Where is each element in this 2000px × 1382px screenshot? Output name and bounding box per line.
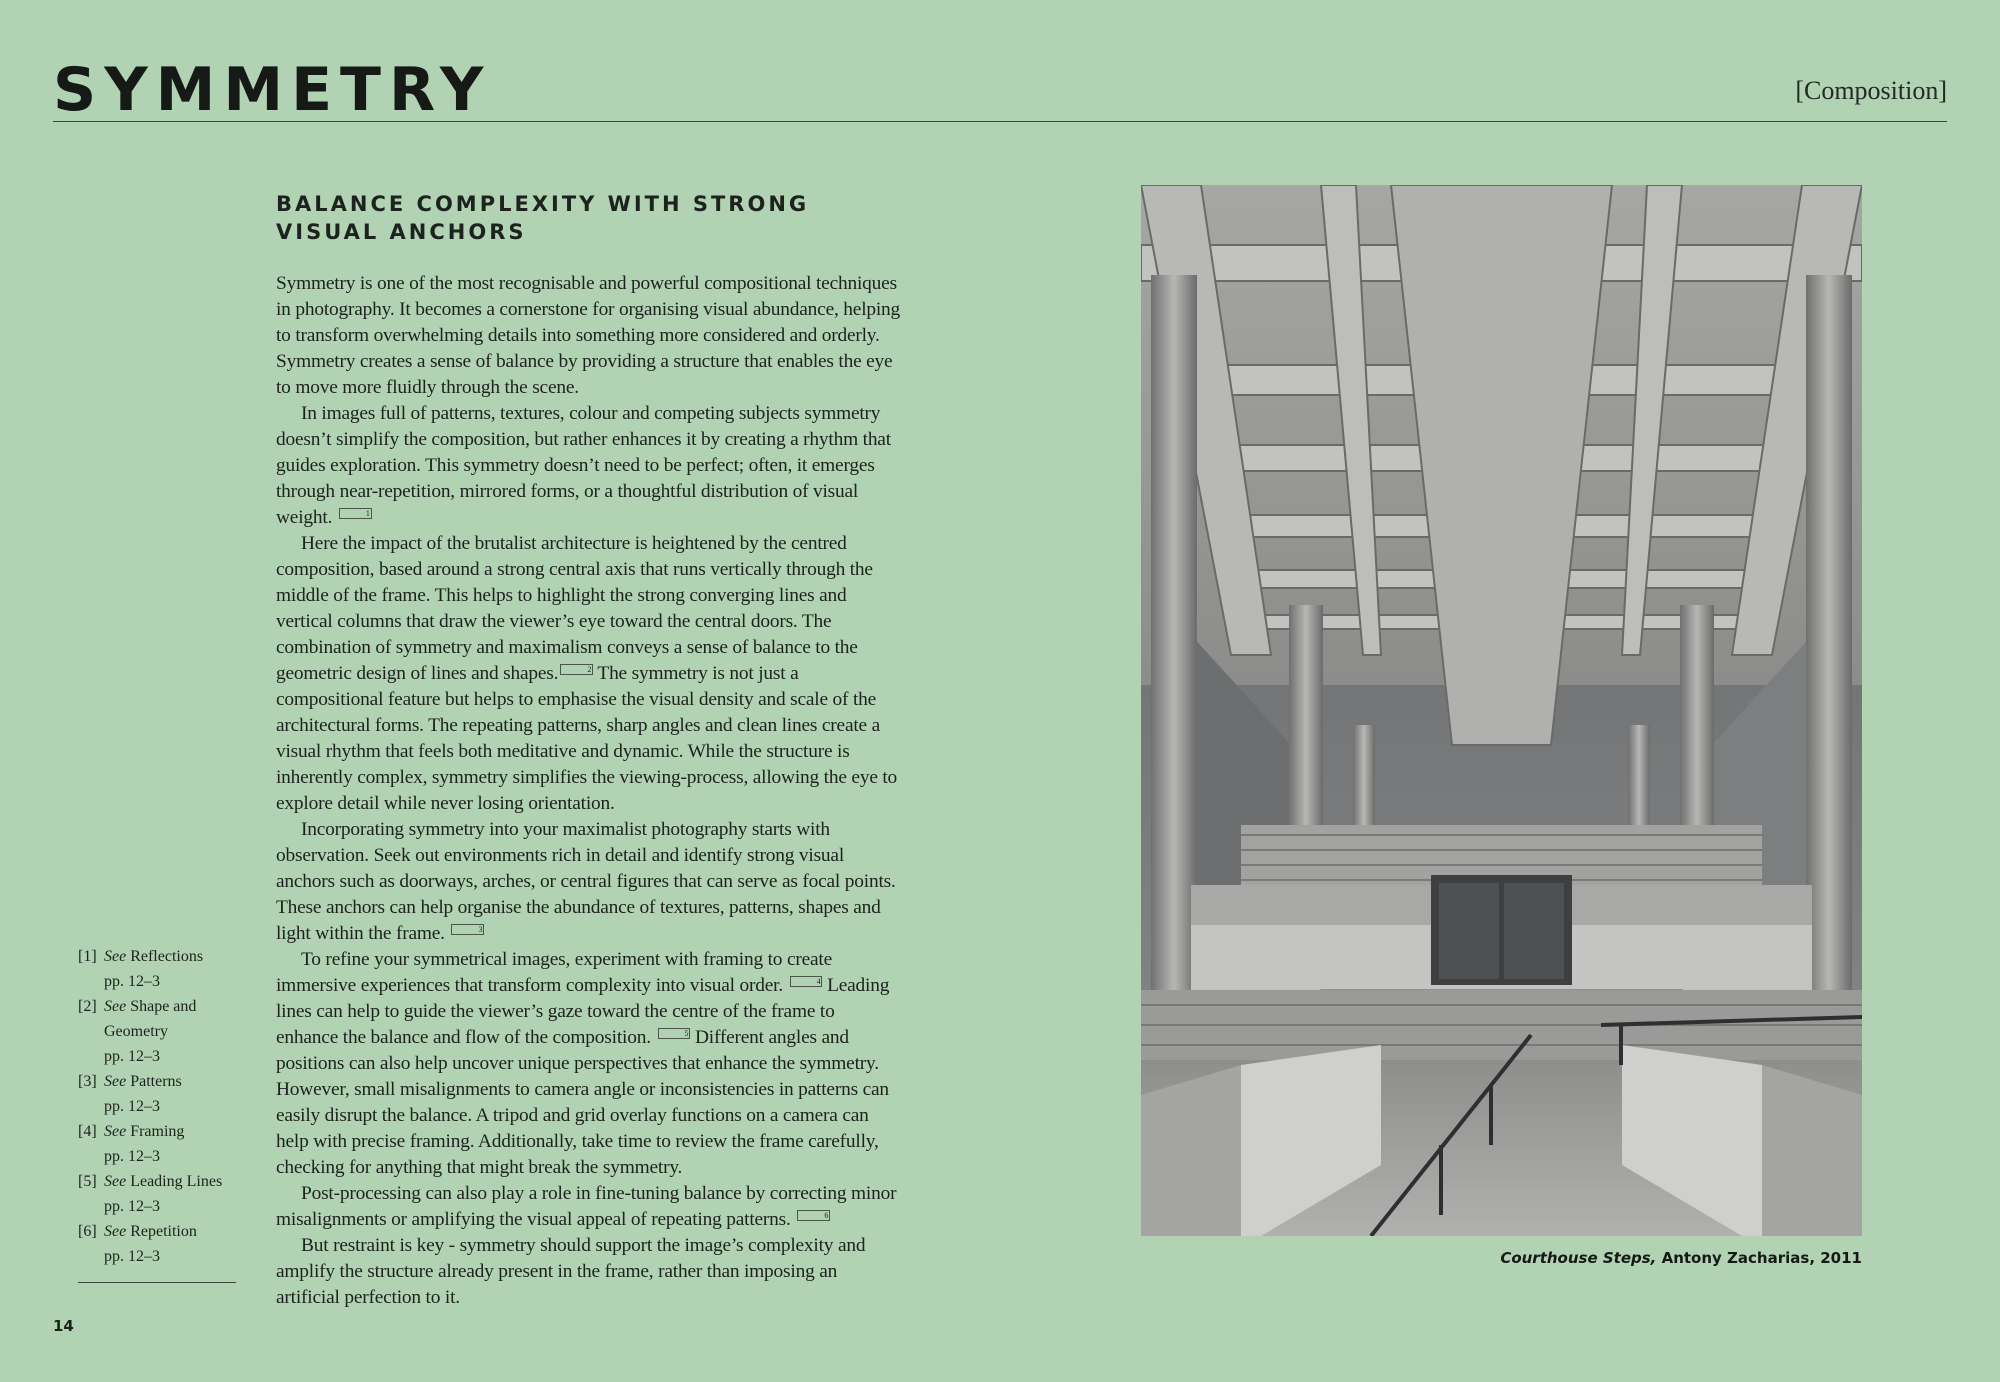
page-number: 14 [53,1317,74,1335]
footnote-6: [6] See Repetition pp. 12–3 [78,1223,197,1265]
article-heading-line-1: BALANCE COMPLEXITY WITH STRONG [276,192,810,216]
paragraph-7: But restraint is key - symmetry should support the image’s complexity and amplify the structure already present in the frame, rather than imposing an artificial perfection to it. [276,1235,866,1308]
footnote-ref-1[interactable]: 1 [339,508,372,519]
footnotes [78,944,238,1269]
paragraph-6: Post-processing can also play a role in fine-tuning balance by correcting minor misalignments or amplifying the visual appeal of repeating patterns. 6 [276,1183,897,1230]
photo-caption [1500,1248,1862,1268]
article-body [276,271,901,1311]
section-label: [Composition] [1795,76,1947,105]
paragraph-5: To refine your symmetrical images, experiment with framing to create immersive experiences that transform complexity into visual order. 4 Leading lines can help to guide the viewer’s gaze toward the centre of the frame to enhance the balance and flow of the composition. 5 Different angles and positions can also help uncover unique perspectives that enhance the symmetry. However, small misalignments to camera angle or inconsistencies in patterns can easily disrupt the balance. A tripod and grid overlay functions on a camera can help with precise framing. Additionally, take time to review the frame carefully, checking for anything that might break the symmetry. [276,949,890,1178]
footnote-ref-2[interactable]: 2 [560,664,593,675]
footnotes-divider [78,1282,236,1283]
paragraph-3: Here the impact of the brutalist architecture is heightened by the centred composition, based around a strong central axis that runs vertically through the middle of the frame. This helps to highlight the strong converging lines and vertical columns that draw the viewer’s eye toward the central doors. The combination of symmetry and maximalism conveys a sense of balance to the geometric design of lines and shapes. 2 The symmetry is not just a compositional feature but helps to emphasise the visual density and scale of the architectural forms. The repeating patterns, sharp angles and clean lines create a visual rhythm that feels both meditative and dynamic. While the structure is inherently complex, symmetry simplifies the viewing-process, allowing the eye to explore detail while never losing orientation. [276,533,898,814]
architecture-photo [1141,185,1862,1236]
footnote-1: [1] See Reflections pp. 12–3 [78,948,204,990]
caption-title: Courthouse Steps, [1500,1249,1657,1267]
page-title: SYMMETRY [53,55,492,125]
footnote-5: [5] See Leading Lines pp. 12–3 [78,1173,223,1215]
footnote-ref-6[interactable]: 6 [797,1210,830,1221]
caption-credit: Antony Zacharias, 2011 [1656,1249,1862,1267]
paragraph-4: Incorporating symmetry into your maximalist photography starts with observation. Seek out environments rich in detail and identify strong visual anchors such as doorways, arches, or central figures that can serve as focal points. These anchors can help organise the abundance of textures, patterns, shapes and light within the frame. 3 [276,819,896,944]
footnote-4: [4] See Framing pp. 12–3 [78,1123,185,1165]
paragraph-1: Symmetry is one of the most recognisable and powerful compositional techniques in photography. It becomes a cornerstone for organising visual abundance, helping to transform overwhelming details into something more considered and orderly. Symmetry creates a sense of balance by providing a structure that enables the eye to move more fluidly through the scene. [276,273,901,398]
article-heading [276,190,836,246]
footnote-ref-4[interactable]: 4 [790,976,823,987]
header-divider [53,121,1947,122]
footnote-3: [3] See Patterns pp. 12–3 [78,1073,182,1115]
paragraph-2: In images full of patterns, textures, colour and competing subjects symmetry doesn’t simplify the composition, but rather enhances it by creating a rhythm that guides exploration. This symmetry doesn’t need to be perfect; often, it emerges through near-repetition, mirrored forms, or a thoughtful distribution of visual weight. 1 [276,403,891,528]
article-heading-line-2: VISUAL ANCHORS [276,220,527,244]
footnote-2: [2] See Shape and Geometry pp. 12–3 [78,998,197,1065]
footnote-ref-5[interactable]: 5 [658,1028,691,1039]
footnote-ref-3[interactable]: 3 [451,924,484,935]
